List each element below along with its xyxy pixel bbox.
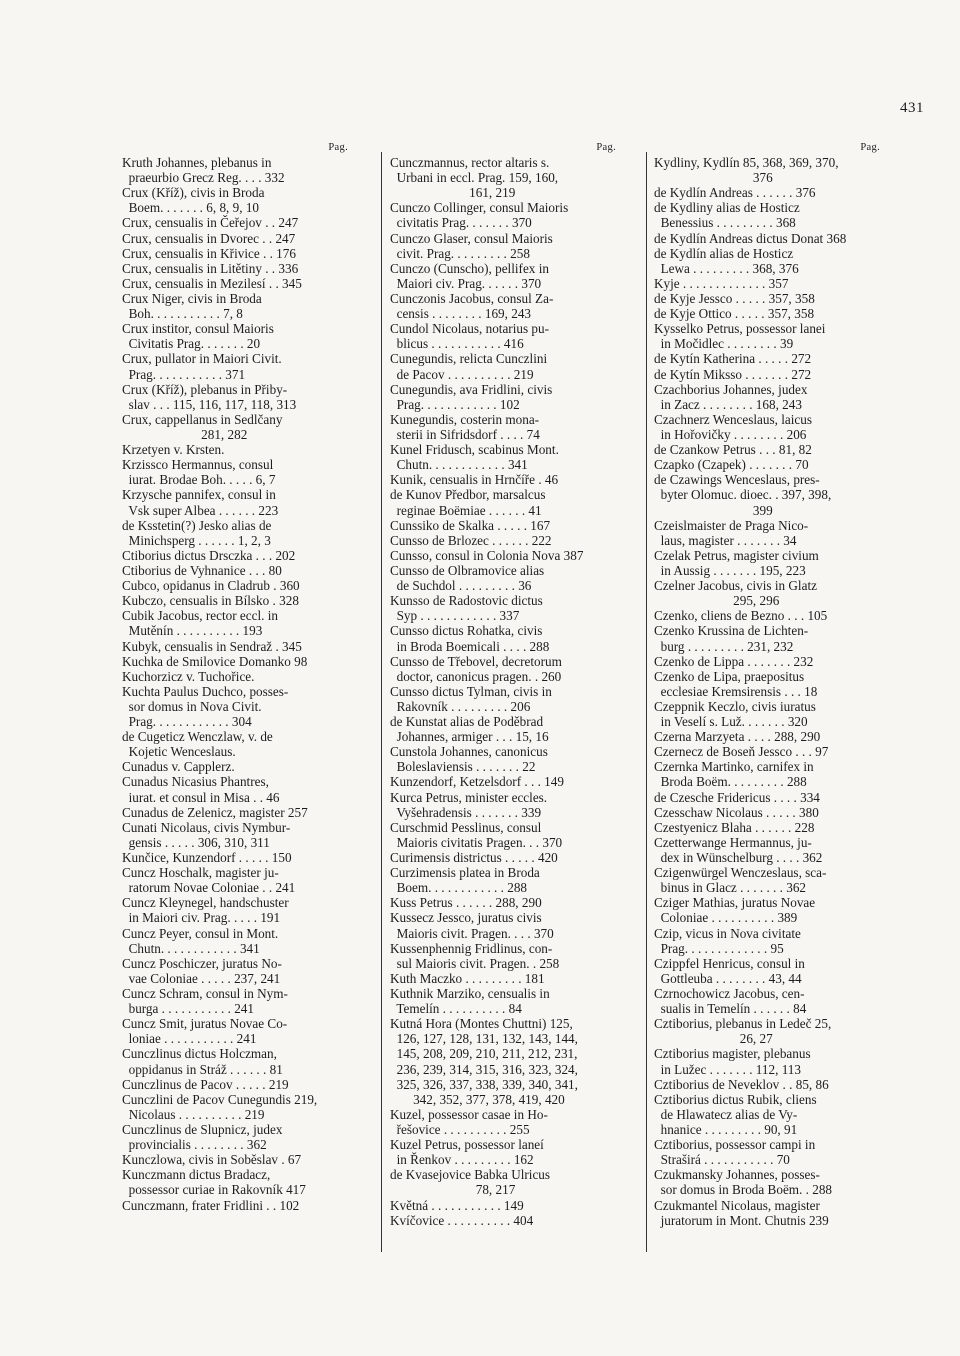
- page-number: 431: [900, 100, 924, 116]
- index-entry-line: Cunczlinus de Pacov . . . . . 219: [122, 1076, 289, 1092]
- index-entry-line: sterii in Sifridsdorf . . . . 74: [390, 426, 540, 442]
- index-entry-line: Czukmansky Johannes, posses-: [654, 1167, 820, 1183]
- index-entry-line: 325, 326, 337, 338, 339, 340, 341,: [390, 1076, 578, 1092]
- index-entry-line: in Aussig . . . . . . . 195, 223: [654, 562, 806, 578]
- index-entry-line: 399: [654, 502, 773, 518]
- index-entry-line: Gottleuba . . . . . . . . 43, 44: [654, 970, 802, 986]
- index-entry-line: Crux Niger, civis in Broda: [122, 290, 262, 306]
- index-entry-line: ratorum Novae Coloniae . . 241: [122, 880, 296, 896]
- index-entry-line: Cunadus Nicasius Phantres,: [122, 774, 269, 790]
- index-entry-line: Czrnochowicz Jacobus, cen-: [654, 986, 805, 1002]
- index-entry-line: Czapko (Czapek) . . . . . . . 70: [654, 457, 809, 473]
- index-entry-line: Kunik, censualis in Hrnčíře . 46: [390, 472, 559, 488]
- index-entry-line: Boem. . . . . . . 6, 8, 9, 10: [122, 200, 260, 216]
- index-entry-line: Kuzel, possessor casae in Ho-: [390, 1106, 548, 1122]
- index-entry-line: Rakovník . . . . . . . . . 206: [390, 698, 531, 714]
- index-entry-line: Crux (Kříž), civis in Broda: [122, 185, 265, 201]
- index-entry-line: Kubyk, censualis in Sendraž . 345: [122, 638, 302, 654]
- index-entry-line: in Lužec . . . . . . . 112, 113: [654, 1061, 801, 1077]
- index-entry-line: Cunadus de Zelenicz, magister 257: [122, 804, 308, 820]
- index-entry-line: Kuthnik Marziko, censualis in: [390, 986, 550, 1002]
- index-entry-line: Kuchorzicz v. Tuchořice.: [122, 668, 255, 684]
- index-entry-line: de Suchdol . . . . . . . . . 36: [390, 578, 532, 594]
- index-entry-line: Czenko, cliens de Bezno . . . 105: [654, 608, 828, 624]
- index-entry-line: burg . . . . . . . . . 231, 232: [654, 638, 794, 654]
- index-entry-line: Cunsso, consul in Colonia Nova 387: [390, 547, 584, 563]
- index-entry-line: Cuncz Poschiczer, juratus No-: [122, 955, 282, 971]
- index-entry-line: loniae . . . . . . . . . . . 241: [122, 1031, 257, 1047]
- index-entry-line: praeurbio Grecz Reg. . . . 332: [122, 170, 285, 186]
- index-entry-line: Straširá . . . . . . . . . . . 70: [654, 1152, 790, 1168]
- index-entry-line: Curzimensis platea in Broda: [390, 865, 540, 881]
- index-entry-line: Cubik Jacobus, rector eccl. in: [122, 608, 279, 624]
- index-entry-line: de Kydliny alias de Hosticz: [654, 200, 800, 216]
- index-entry-line: Prag. . . . . . . . . . . 371: [122, 366, 246, 382]
- index-entry-line: de Kydlín alias de Hosticz: [654, 245, 794, 261]
- index-entry-line: Cuncz Smit, juratus Novae Co-: [122, 1016, 288, 1032]
- index-entry-line: Kuth Maczko . . . . . . . . . 181: [390, 970, 545, 986]
- index-column-2: [390, 140, 616, 1250]
- index-entry-line: Cunczo (Cunscho), pellifex in: [390, 260, 549, 276]
- index-entry-line: Kydliny, Kydlín 85, 368, 369, 370,: [654, 155, 839, 170]
- index-entry-line: de Ksstetin(?) Jesko alias de: [122, 517, 272, 533]
- index-entry-line: Krzissco Hermannus, consul: [122, 457, 274, 473]
- index-entry-line: iurat. Brodae Boh. . . . . 6, 7: [122, 472, 276, 488]
- index-entry-line: vae Coloniae . . . . . 237, 241: [122, 970, 281, 986]
- index-entry-line: Boem. . . . . . . . . . . . 288: [390, 880, 528, 896]
- index-entry-line: Ctiborius de Vyhnanice . . . 80: [122, 562, 282, 578]
- index-entry-line: Czernecz de Boseň Jessco . . . 97: [654, 744, 829, 760]
- index-entry-line: Mutěnín . . . . . . . . . . 193: [122, 623, 263, 639]
- index-entry-line: Crux, censualis in Čeřejov . . 247: [122, 215, 299, 231]
- index-entry-line: Kuzel Petrus, possessor laneí: [390, 1137, 544, 1153]
- index-entry-line: de Kydlín Andreas dictus Donat 368: [654, 230, 847, 246]
- index-entry-line: Cunczlinus de Slupnicz, judex: [122, 1122, 283, 1137]
- index-entry-line: Cunsso de Třebovel, decretorum: [390, 653, 562, 669]
- index-entry-line: slav . . . 115, 116, 117, 118, 313: [122, 396, 297, 412]
- index-entry-line: Crux, censualis in Litětiny . . 336: [122, 260, 299, 276]
- index-entry-line: Kuss Petrus . . . . . . 288, 290: [390, 895, 542, 911]
- index-entry-line: Crux (Kříž), plebanus in Přiby-: [122, 381, 288, 397]
- index-entry-line: Cunczmann, frater Fridlini . . 102: [122, 1197, 300, 1213]
- index-entry-line: ecclesiae Kremsirensis . . . 18: [654, 683, 818, 699]
- index-entry-line: Kunzendorf, Ketzelsdorf . . . 149: [390, 774, 564, 790]
- index-entry-line: Cztiborius de Neveklov . . 85, 86: [654, 1076, 829, 1092]
- index-entry-line: Minichsperg . . . . . . 1, 2, 3: [122, 532, 271, 548]
- index-entry-line: de Kyje Ottico . . . . . 357, 358: [654, 306, 815, 322]
- index-entry-line: Cubco, opidanus in Cladrub . 360: [122, 578, 300, 594]
- index-entry-line: Cunsso de Olbramovice alias: [390, 562, 545, 578]
- index-entry-line: de Kvasejovice Babka Ulricus: [390, 1167, 551, 1183]
- index-entry-line: Prag. . . . . . . . . . . . . 95: [654, 940, 784, 956]
- index-entry-line: 26, 27: [654, 1031, 773, 1047]
- index-entry-line: Cunati Nicolaus, civis Nymbur-: [122, 819, 291, 835]
- index-entry-line: de Kunstat alias de Poděbrad: [390, 714, 544, 730]
- index-entry-line: Kurca Petrus, minister eccles.: [390, 789, 548, 805]
- index-entry-line: laus, magister . . . . . . . 34: [654, 532, 797, 548]
- index-entry-line: Kyje . . . . . . . . . . . . . 357: [654, 275, 789, 291]
- index-entry-line: Czenko de Lippa . . . . . . . 232: [654, 653, 814, 669]
- index-entry-line: 295, 296: [654, 593, 780, 609]
- index-entry-line: de Cugeticz Wenczlaw, v. de: [122, 729, 273, 745]
- index-entry-line: de Kyje Jessco . . . . . 357, 358: [654, 290, 815, 306]
- index-entry-line: Maioris civit. Pragen. . . . 370: [390, 925, 554, 941]
- index-entry-line: in Zacz . . . . . . . . 168, 243: [654, 396, 802, 412]
- index-entry-line: Prag. . . . . . . . . . . . 102: [390, 396, 520, 412]
- index-entry-line: Cunssiko de Skalka . . . . . 167: [390, 517, 551, 533]
- index-entry-line: burga . . . . . . . . . . . 241: [122, 1001, 254, 1017]
- index-entry-line: Cunczmannus, rector altaris s.: [390, 155, 550, 170]
- index-entry-line: censis . . . . . . . . 169, 243: [390, 306, 532, 322]
- index-entry-line: reginae Boëmiae . . . . . . 41: [390, 502, 542, 518]
- index-entry-line: binus in Glacz . . . . . . . 362: [654, 880, 807, 896]
- index-entry-line: Kojetic Wenceslaus.: [122, 744, 236, 760]
- index-entry-line: Crux, censualis in Dvorec . . 247: [122, 230, 296, 246]
- index-entry-line: Cunczo Collinger, consul Maioris: [390, 200, 569, 216]
- index-entry-line: 342, 352, 377, 378, 419, 420: [390, 1091, 565, 1107]
- index-entry-line: Cundol Nicolaus, notarius pu-: [390, 321, 549, 337]
- index-entry-line: Maioris civitatis Pragen. . . 370: [390, 834, 563, 850]
- index-entry-line: in Močidlec . . . . . . . . 39: [654, 336, 794, 352]
- index-entry-line: Boleslaviensis . . . . . . . 22: [390, 759, 536, 775]
- index-entry-line: 236, 239, 314, 315, 316, 323, 324,: [390, 1061, 578, 1077]
- index-entry-line: Květná . . . . . . . . . . . 149: [390, 1197, 524, 1213]
- index-entry-line: Boh. . . . . . . . . . . 7, 8: [122, 306, 243, 322]
- index-entry-line: Crux institor, consul Maioris: [122, 321, 274, 337]
- index-entry-line: Cztiborius magister, plebanus: [654, 1046, 811, 1062]
- index-entry-line: Nicolaus . . . . . . . . . . 219: [122, 1106, 265, 1122]
- index-entry-line: Kutná Hora (Montes Chuttni) 125,: [390, 1016, 573, 1032]
- index-entry-line: Czeislmaister de Praga Nico-: [654, 517, 809, 533]
- index-entry-line: Temelín . . . . . . . . . . 84: [390, 1001, 522, 1017]
- index-entry-line: Cuncz Schram, consul in Nym-: [122, 986, 288, 1002]
- index-entry-line: Kubczo, censualis in Bílsko . 328: [122, 593, 299, 609]
- index-entry-line: in Hořovičky . . . . . . . . 206: [654, 426, 807, 442]
- index-entry-line: de Pacov . . . . . . . . . . 219: [390, 366, 534, 382]
- index-entry-line: Czelner Jacobus, civis in Glatz: [654, 578, 817, 594]
- index-entry-line: Czachborius Johannes, judex: [654, 381, 808, 397]
- index-entry-line: blicus . . . . . . . . . . . 416: [390, 336, 524, 352]
- index-entry-line: civitatis Prag. . . . . . . 370: [390, 215, 532, 231]
- index-entry-line: řešovice . . . . . . . . . . 255: [390, 1122, 530, 1137]
- index-entry-line: Crux, censualis in Mezilesí . . 345: [122, 275, 302, 291]
- index-entry-line: Benessius . . . . . . . . . 368: [654, 215, 796, 231]
- index-entry-line: sor domus in Nova Civit.: [122, 698, 262, 714]
- column-header: Pag.: [596, 142, 616, 153]
- index-entry-line: Cztiborius dictus Rubik, cliens: [654, 1091, 817, 1107]
- index-entry-line: Coloniae . . . . . . . . . . 389: [654, 910, 798, 926]
- column-rule: [381, 152, 382, 1252]
- index-entry-line: sualis in Temelín . . . . . . 84: [654, 1001, 807, 1017]
- index-entry-line: Czeppnik Keczlo, civis iuratus: [654, 698, 816, 714]
- index-entry-line: de Czawings Wenceslaus, pres-: [654, 472, 820, 488]
- index-entry-line: Kruth Johannes, plebanus in: [122, 155, 272, 170]
- index-entry-line: in Řenkov . . . . . . . . . 162: [390, 1152, 534, 1168]
- index-entry-line: provincialis . . . . . . . . 362: [122, 1137, 267, 1153]
- index-entry-line: Kysselko Petrus, possessor lanei: [654, 321, 826, 337]
- index-entry-line: in Veselí s. Luž. . . . . . . 320: [654, 714, 808, 730]
- index-entry-line: Czip, vicus in Nova civitate: [654, 925, 801, 941]
- index-entry-line: Cunczonis Jacobus, consul Za-: [390, 290, 554, 306]
- index-entry-line: Civitatis Prag. . . . . . . 20: [122, 336, 261, 352]
- index-entry-line: juratorum in Mont. Chutnis 239: [654, 1212, 829, 1228]
- index-entry-line: Kunčice, Kunzendorf . . . . . 150: [122, 850, 292, 866]
- index-entry-line: Prag. . . . . . . . . . . . 304: [122, 714, 252, 730]
- index-entry-line: Cunegundis, relicta Cunczlini: [390, 351, 548, 367]
- column-header: Pag.: [328, 142, 348, 153]
- index-entry-line: Johannes, armiger . . . 15, 16: [390, 729, 549, 745]
- index-entry-line: de Kytín Miksso . . . . . . . 272: [654, 366, 812, 382]
- index-entry-line: Cztiborius, plebanus in Ledeč 25,: [654, 1016, 832, 1032]
- index-entry-line: 78, 217: [390, 1182, 516, 1198]
- column-rule: [646, 152, 647, 1252]
- index-entry-line: 281, 282: [122, 426, 248, 442]
- index-entry-line: Kuchta Paulus Duchco, posses-: [122, 683, 289, 699]
- index-entry-line: sul Maioris civit. Pragen. . 258: [390, 955, 560, 971]
- index-entry-line: Vsk super Albea . . . . . . 223: [122, 502, 279, 518]
- index-entry-line: Cuncz Hoschalk, magister ju-: [122, 865, 279, 881]
- index-entry-line: in Broda Boemicali . . . . 288: [390, 638, 550, 654]
- index-entry-line: Chutn. . . . . . . . . . . . 341: [122, 940, 260, 956]
- index-entry-line: Kunegundis, costerin mona-: [390, 411, 540, 427]
- index-entry-line: Ctiborius dictus Drsczka . . . 202: [122, 547, 296, 563]
- index-entry-line: de Hlawatecz alias de Vy-: [654, 1106, 798, 1122]
- index-entry-line: Curschmid Pesslinus, consul: [390, 819, 542, 835]
- index-entry-line: Czerna Marzyeta . . . . 288, 290: [654, 729, 821, 745]
- index-entry-line: de Kytín Katherina . . . . . 272: [654, 351, 812, 367]
- index-entry-line: Chutn. . . . . . . . . . . . 341: [390, 457, 528, 473]
- index-entry-line: Czenko de Lipa, praepositus: [654, 668, 805, 684]
- index-entry-line: Cunczlini de Pacov Cunegundis 219,: [122, 1091, 318, 1107]
- index-entry-line: Kussecz Jessco, juratus civis: [390, 910, 542, 926]
- column-header: Pag.: [860, 142, 880, 153]
- index-entry-line: Broda Boëm. . . . . . . . . 288: [654, 774, 807, 790]
- index-entry-line: Czetterwange Hermannus, ju-: [654, 834, 812, 850]
- index-entry-line: Kussenphennig Fridlinus, con-: [390, 940, 553, 956]
- index-entry-line: Crux, cappellanus in Sedlčany: [122, 411, 283, 427]
- index-entry-line: Cunadus v. Capplerz.: [122, 759, 235, 775]
- index-entry-line: Czachnerz Wenceslaus, laicus: [654, 411, 812, 427]
- index-entry-line: de Kunov Předbor, marsalcus: [390, 487, 546, 503]
- index-entry-line: Czukmantel Nicolaus, magister: [654, 1197, 820, 1213]
- index-entry-line: Czesschaw Nicolaus . . . . . 380: [654, 804, 819, 820]
- index-entry-line: Kunczmann dictus Bradacz,: [122, 1167, 271, 1183]
- index-entry-line: Crux, pullator in Maiori Civit.: [122, 351, 282, 367]
- index-entry-line: Cuncz Kleynegel, handschuster: [122, 895, 289, 911]
- index-entry-line: Cunsso dictus Tylman, civis in: [390, 683, 552, 699]
- index-entry-line: Krzetyen v. Krsten.: [122, 442, 225, 458]
- index-entry-line: de Czankow Petrus . . . 81, 82: [654, 442, 812, 458]
- index-entry-line: sor domus in Broda Boëm. . 288: [654, 1182, 833, 1198]
- index-entry-line: Cziger Mathias, juratus Novae: [654, 895, 816, 911]
- index-entry-line: Syp . . . . . . . . . . . . 337: [390, 608, 520, 624]
- index-entry-line: Urbani in eccl. Prag. 159, 160,: [390, 170, 559, 186]
- index-entry-line: in Maiori civ. Prag. . . . . 191: [122, 910, 281, 926]
- index-entry-line: 161, 219: [390, 185, 516, 201]
- index-entry-line: Maiori civ. Prag. . . . . . 370: [390, 275, 542, 291]
- index-entry-line: Kunel Fridusch, scabinus Mont.: [390, 442, 559, 458]
- index-entry-line: oppidanus in Stráž . . . . . . 81: [122, 1061, 283, 1077]
- index-entry-line: possessor curiae in Rakovník 417: [122, 1182, 306, 1198]
- index-entry-line: Czestyenicz Blaha . . . . . . 228: [654, 819, 815, 835]
- index-entry-line: byter Olomuc. dioec. . 397, 398,: [654, 487, 832, 503]
- index-column-1: [122, 140, 348, 1250]
- index-column-3: [654, 140, 880, 1250]
- index-entry-line: Cunczlinus dictus Holczman,: [122, 1046, 277, 1062]
- index-entry-line: Cuncz Peyer, consul in Mont.: [122, 925, 279, 941]
- index-entry-line: iurat. et consul in Misa . . 46: [122, 789, 280, 805]
- index-entry-line: Vyšehradensis . . . . . . . 339: [390, 804, 542, 820]
- index-entry-line: Krzysche pannifex, consul in: [122, 487, 276, 503]
- index-entry-line: Cunsso de Brlozec . . . . . . 222: [390, 532, 552, 548]
- index-entry-line: Czenko Krussina de Lichten-: [654, 623, 809, 639]
- index-entry-line: Kunczlowa, civis in Soběslav . 67: [122, 1152, 302, 1168]
- index-entry-line: Cunczo Glaser, consul Maioris: [390, 230, 553, 246]
- index-entry-line: Curimensis districtus . . . . . 420: [390, 850, 558, 866]
- index-entry-line: Crux, censualis in Křivice . . 176: [122, 245, 296, 261]
- index-entry-line: Kuchka de Smilovice Domanko 98: [122, 653, 308, 669]
- index-entry-line: Cunstola Johannes, canonicus: [390, 744, 548, 760]
- index-entry-line: hnanice . . . . . . . . . 90, 91: [654, 1122, 798, 1137]
- index-entry-line: 126, 127, 128, 131, 132, 143, 144,: [390, 1031, 578, 1047]
- index-entry-line: de Czesche Fridericus . . . . 334: [654, 789, 820, 805]
- index-entry-line: 376: [654, 170, 773, 186]
- index-entry-line: Kunsso de Radostovic dictus: [390, 593, 543, 609]
- index-entry-line: Czernka Martinko, carnifex in: [654, 759, 814, 775]
- index-entry-line: Czelak Petrus, magister civium: [654, 547, 819, 563]
- index-entry-line: civit. Prag. . . . . . . . . 258: [390, 245, 530, 261]
- index-entry-line: Czigenwürgel Wenczeslaus, sca-: [654, 865, 827, 881]
- index-entry-line: de Kydlín Andreas . . . . . . 376: [654, 185, 816, 201]
- index-entry-line: Czippfel Henricus, consul in: [654, 955, 805, 971]
- index-entry-line: Cunegundis, ava Fridlini, civis: [390, 381, 553, 397]
- index-entry-line: 145, 208, 209, 210, 211, 212, 231,: [390, 1046, 578, 1062]
- index-entry-line: doctor, canonicus pragen. . 260: [390, 668, 562, 684]
- index-entry-line: dex in Wünschelburg . . . . 362: [654, 850, 823, 866]
- index-entry-line: Lewa . . . . . . . . . 368, 376: [654, 260, 799, 276]
- index-entry-line: gensis . . . . . 306, 310, 311: [122, 834, 270, 850]
- index-entry-line: Cztiborius, possessor campi in: [654, 1137, 816, 1153]
- index-entry-line: Kvíčovice . . . . . . . . . . 404: [390, 1212, 534, 1228]
- index-entry-line: Cunsso dictus Rohatka, civis: [390, 623, 543, 639]
